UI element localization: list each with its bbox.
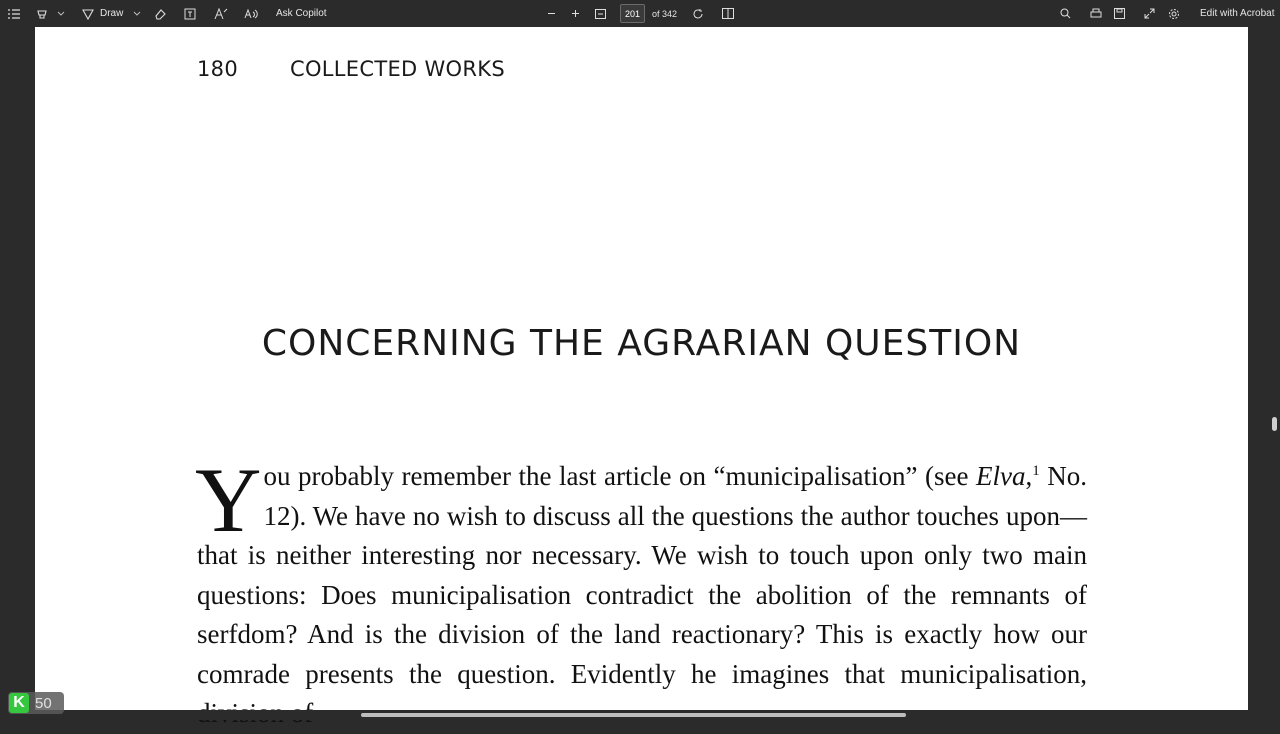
vertical-scrollbar[interactable] [1248, 27, 1280, 710]
menu-icon[interactable] [8, 0, 20, 27]
page-view-icon[interactable] [722, 0, 734, 27]
text-box-icon[interactable] [184, 0, 196, 27]
running-title: COLLECTED WORKS [290, 57, 505, 81]
eraser-icon[interactable] [154, 0, 166, 27]
ask-copilot-button[interactable]: Ask Copilot [276, 8, 327, 19]
zoom-in-icon[interactable] [571, 0, 580, 27]
k-logo-icon: K [9, 693, 29, 713]
settings-icon[interactable] [1168, 0, 1180, 27]
rotate-icon[interactable] [692, 0, 704, 27]
footnote-marker[interactable]: 1 [1032, 463, 1040, 479]
draw-icon [82, 8, 94, 20]
horizontal-scroll-thumb[interactable] [361, 713, 906, 717]
fullscreen-icon[interactable] [1144, 0, 1155, 27]
pdf-page [35, 27, 1248, 710]
paragraph-text: ou probably remember the last article on “municipalisation” (see [263, 461, 976, 491]
drop-cap: Y [195, 449, 262, 551]
page-number-input[interactable]: 201 [620, 4, 645, 23]
badge-number: 50 [35, 694, 52, 712]
save-icon[interactable] [1114, 0, 1125, 27]
chevron-down-icon[interactable] [58, 0, 64, 27]
highlighter-icon[interactable] [36, 0, 48, 27]
zoom-out-icon[interactable] [547, 0, 556, 27]
vertical-scroll-thumb[interactable] [1272, 417, 1277, 431]
read-aloud-icon[interactable] [244, 0, 258, 27]
body-paragraph [195, 449, 1087, 734]
draw-button[interactable] [82, 0, 123, 27]
chapter-title: CONCERNING THE AGRARIAN QUESTION [261, 323, 1022, 364]
paragraph-text: , [1025, 461, 1033, 491]
paragraph-text: No. 12). We have no wish to discuss all the questions the author touches upon—that is neither interesting nor necessary. We wish to touch upon only two main questions: Does municipalisation contradict the abolition of the remnants of serfdom? And is the division of the land reactionary? This is exactly how our comrade presents the question. Evidently he imagines that municipalisation, [197, 461, 1087, 689]
overlay-badge [8, 692, 64, 714]
page-number: 180 [197, 57, 238, 81]
draw-label: Draw [100, 8, 124, 19]
acrobat-toolbar [0, 0, 1280, 27]
fit-page-icon[interactable] [595, 0, 606, 27]
edit-with-acrobat-button[interactable]: Edit with Acrobat [1200, 8, 1275, 19]
search-icon[interactable] [1060, 0, 1071, 27]
print-icon[interactable] [1090, 0, 1102, 27]
journal-name: Elva [975, 461, 1026, 491]
chevron-down-icon[interactable] [134, 0, 140, 27]
page-total: of 342 [652, 8, 678, 19]
text-tool-icon[interactable] [214, 0, 228, 27]
